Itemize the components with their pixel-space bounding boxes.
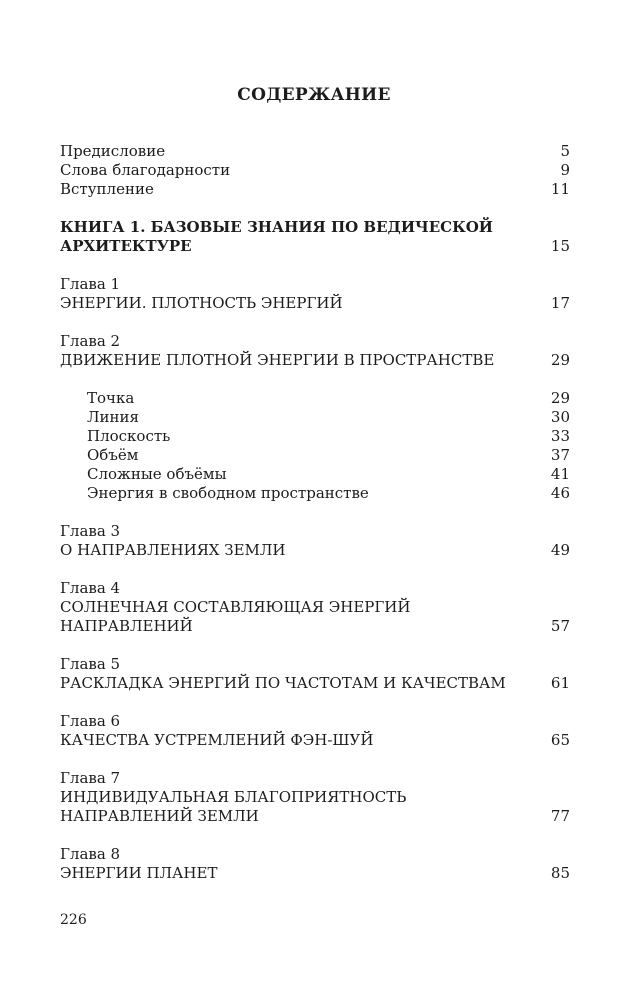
subentry-title: Точка: [87, 389, 135, 407]
toc-book-heading: [60, 218, 570, 256]
toc-entry-page: 30: [550, 408, 570, 426]
chapter-label: Глава 6: [60, 712, 121, 730]
toc-entry-page: 65: [550, 731, 570, 749]
subentry-title: Объём: [87, 446, 139, 464]
chapter-label: Глава 2: [60, 332, 121, 350]
toc-entry-page: 17: [550, 294, 570, 312]
toc-chapter-8: [60, 845, 570, 883]
toc-chapter-2: [60, 332, 570, 370]
toc-entry-page: 37: [550, 446, 570, 464]
page-title: СОДЕРЖАНИЕ: [237, 85, 391, 105]
toc-subentry: [87, 484, 570, 503]
chapter-title: ДВИЖЕНИЕ ПЛОТНОЙ ЭНЕРГИИ В ПРОСТРАНСТВЕ: [60, 351, 495, 369]
toc-entry-page: 33: [550, 427, 570, 445]
toc-chapter-3: [60, 522, 570, 560]
toc-entry-page: 11: [550, 180, 570, 198]
toc-entry-page: 41: [550, 465, 570, 483]
toc-entry-page: 77: [550, 807, 570, 825]
chapter-title: КАЧЕСТВА УСТРЕМЛЕНИЙ ФЭН-ШУЙ: [60, 731, 374, 749]
chapter-title-line2: НАПРАВЛЕНИЙ: [60, 617, 193, 635]
toc-entry-page: 85: [550, 864, 570, 882]
chapter-label: Глава 3: [60, 522, 121, 540]
toc-book-title-line2: АРХИТЕКТУРЕ: [60, 237, 192, 255]
page-number: 226: [60, 912, 87, 928]
chapter-title: О НАПРАВЛЕНИЯХ ЗЕМЛИ: [60, 541, 286, 559]
chapter-title-line2: НАПРАВЛЕНИЙ ЗЕМЛИ: [60, 807, 259, 825]
subentry-title: Плоскость: [87, 427, 171, 445]
toc-subentry: [87, 408, 570, 427]
toc-entry-page: 5: [560, 142, 570, 160]
toc-subsections: [60, 389, 570, 503]
toc-entry-page: 29: [550, 351, 570, 369]
chapter-label: Глава 1: [60, 275, 121, 293]
chapter-label: Глава 4: [60, 579, 121, 597]
toc-entry-page: 61: [550, 674, 570, 692]
toc-entry-preface: [60, 142, 570, 161]
front-matter: [60, 142, 570, 199]
toc-subentry: [87, 427, 570, 446]
toc-subentry: [87, 389, 570, 408]
chapter-label: Глава 7: [60, 769, 121, 787]
toc-chapter-1: [60, 275, 570, 313]
toc-book-title-line1: КНИГА 1. БАЗОВЫЕ ЗНАНИЯ ПО ВЕДИЧЕСКОЙ: [60, 218, 493, 236]
toc-subentry: [87, 465, 570, 484]
toc-entry-title: Предисловие: [60, 142, 166, 160]
toc-entry-page: 49: [550, 541, 570, 559]
toc-chapter-6: [60, 712, 570, 750]
toc-entry-page: 57: [550, 617, 570, 635]
subentry-title: Линия: [87, 408, 139, 426]
chapter-title-line1: ИНДИВИДУАЛЬНАЯ БЛАГОПРИЯТНОСТЬ: [60, 788, 407, 806]
toc-entry-title: Вступление: [60, 180, 154, 198]
toc-chapter-7: [60, 769, 570, 826]
toc-chapter-4: [60, 579, 570, 636]
chapter-label: Глава 5: [60, 655, 121, 673]
toc-entry-page: 46: [550, 484, 570, 502]
subentry-title: Энергия в свободном пространстве: [87, 484, 369, 502]
subentry-title: Сложные объёмы: [87, 465, 227, 483]
toc-entry-acknowledgements: [60, 161, 570, 180]
toc-entry-introduction: [60, 180, 570, 199]
toc-subentry: [87, 446, 570, 465]
table-of-contents: [60, 142, 570, 902]
chapter-label: Глава 8: [60, 845, 121, 863]
toc-entry-page: 9: [560, 161, 570, 179]
toc-entry-title: Слова благодарности: [60, 161, 231, 179]
toc-entry-page: 29: [550, 389, 570, 407]
chapter-title: РАСКЛАДКА ЭНЕРГИЙ ПО ЧАСТОТАМ И КАЧЕСТВАМ: [60, 674, 506, 692]
chapter-title-line1: СОЛНЕЧНАЯ СОСТАВЛЯЮЩАЯ ЭНЕРГИЙ: [60, 598, 411, 616]
chapter-title: ЭНЕРГИИ ПЛАНЕТ: [60, 864, 218, 882]
toc-chapter-5: [60, 655, 570, 693]
toc-entry-page: 15: [550, 237, 570, 255]
chapter-title: ЭНЕРГИИ. ПЛОТНОСТЬ ЭНЕРГИЙ: [60, 294, 343, 312]
